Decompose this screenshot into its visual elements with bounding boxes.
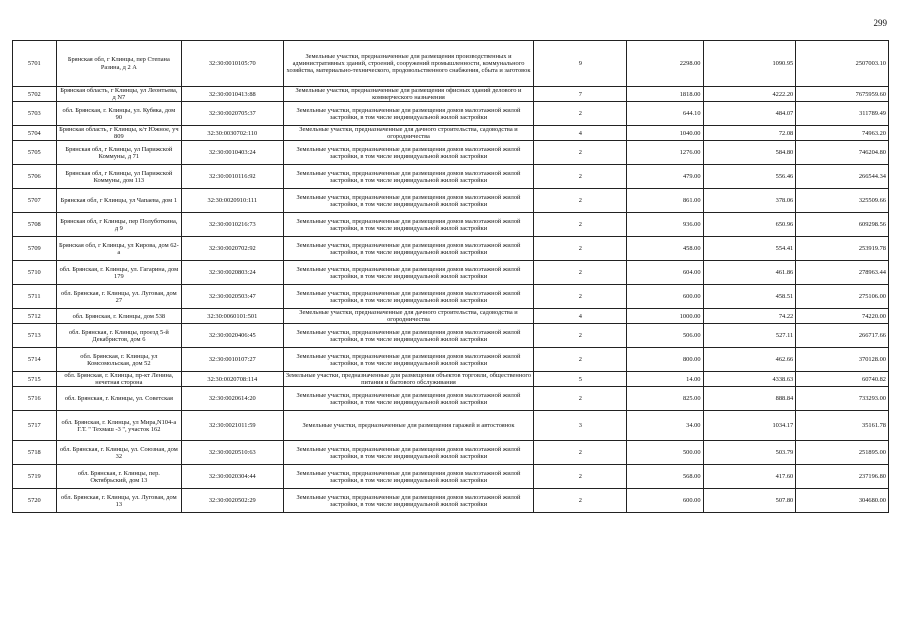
cadastral-value-cell: 278963.44: [796, 261, 889, 285]
specific-value-cell: 503.79: [703, 441, 796, 465]
area-cell: 568.00: [627, 465, 703, 489]
address-cell: обл. Брянская, г. Клинцы, пр-кт Ленина, нечетная сторона: [56, 372, 181, 387]
land-use-cell: Земельные участки, предназначенные для размещения офисных зданий делового и коммерческого назначения: [283, 87, 534, 102]
specific-value-cell: 417.60: [703, 465, 796, 489]
use-group-cell: 2: [534, 387, 627, 411]
address-cell: обл. Брянская, г. Клинцы, ул. Советская: [56, 387, 181, 411]
address-cell: обл. Брянская, г. Клинцы, ул. Луговая, дом 27: [56, 285, 181, 309]
table-row: [13, 324, 889, 348]
row-number-cell: 5703: [13, 102, 57, 126]
table-row: [13, 285, 889, 309]
area-cell: 479.00: [627, 165, 703, 189]
cadastral-number-cell: 32:30:0020614:20: [182, 387, 283, 411]
area-cell: 1000.00: [627, 309, 703, 324]
use-group-cell: 2: [534, 285, 627, 309]
specific-value-cell: 527.11: [703, 324, 796, 348]
address-cell: Брянская обл, г Клинцы, ул Парижской Коммуны, д 71: [56, 141, 181, 165]
cadastral-value-cell: 266717.66: [796, 324, 889, 348]
address-cell: Брянская обл, г Клинцы, ул Кирова, дом 62-а: [56, 237, 181, 261]
row-number-cell: 5706: [13, 165, 57, 189]
cadastral-value-cell: 74220.00: [796, 309, 889, 324]
row-number-cell: 5713: [13, 324, 57, 348]
address-cell: Брянская обл, г Клинцы, пер Полуботкина, д 9: [56, 213, 181, 237]
table-row: [13, 237, 889, 261]
table-row: [13, 141, 889, 165]
use-group-cell: 2: [534, 465, 627, 489]
table-row: [13, 189, 889, 213]
address-cell: Брянская область, г Клинцы, к/т Южное, уч 809: [56, 126, 181, 141]
cadastral-value-cell: 275106.00: [796, 285, 889, 309]
address-cell: Брянская обл, г Клинцы, ул Чапаева, дом 1: [56, 189, 181, 213]
land-use-cell: Земельные участки, предназначенные для размещения домов малоэтажной жилой застройки, в том числе индивидуальной жилой застройки: [283, 213, 534, 237]
table-row: [13, 441, 889, 465]
row-number-cell: 5714: [13, 348, 57, 372]
land-use-cell: Земельные участки, предназначенные для размещения домов малоэтажной жилой застройки, в том числе индивидуальной жилой застройки: [283, 189, 534, 213]
row-number-cell: 5711: [13, 285, 57, 309]
cadastral-number-cell: 32:30:0010107:27: [182, 348, 283, 372]
row-number-cell: 5719: [13, 465, 57, 489]
row-number-cell: 5701: [13, 41, 57, 87]
use-group-cell: 2: [534, 261, 627, 285]
cadastral-number-cell: 32:30:0020803:24: [182, 261, 283, 285]
area-cell: 1818.00: [627, 87, 703, 102]
use-group-cell: 2: [534, 348, 627, 372]
use-group-cell: 4: [534, 309, 627, 324]
table-row: [13, 465, 889, 489]
row-number-cell: 5718: [13, 441, 57, 465]
cadastral-number-cell: 32:30:0010216:73: [182, 213, 283, 237]
land-use-cell: Земельные участки, предназначенные для размещения домов малоэтажной жилой застройки, в том числе индивидуальной жилой застройки: [283, 348, 534, 372]
cadastral-number-cell: 32:30:0030702:110: [182, 126, 283, 141]
land-use-cell: Земельные участки, предназначенные для размещения домов малоэтажной жилой застройки, в том числе индивидуальной жилой застройки: [283, 141, 534, 165]
row-number-cell: 5708: [13, 213, 57, 237]
area-cell: 644.10: [627, 102, 703, 126]
cadastral-value-cell: 304680.00: [796, 489, 889, 513]
table-row: [13, 165, 889, 189]
table-row: [13, 372, 889, 387]
cadastral-number-cell: 32:30:0020503:47: [182, 285, 283, 309]
cadastral-number-cell: 32:30:0010116:92: [182, 165, 283, 189]
specific-value-cell: 461.86: [703, 261, 796, 285]
cadastral-value-cell: 746204.80: [796, 141, 889, 165]
use-group-cell: 2: [534, 141, 627, 165]
address-cell: обл. Брянская, г. Клинцы, ул. Гагарина, дом 179: [56, 261, 181, 285]
address-cell: обл. Брянская, г. Клинцы, ул. Союзная, дом 32: [56, 441, 181, 465]
land-use-cell: Земельные участки, предназначенные для размещения домов малоэтажной жилой застройки, в том числе индивидуальной жилой застройки: [283, 465, 534, 489]
row-number-cell: 5712: [13, 309, 57, 324]
specific-value-cell: 650.96: [703, 213, 796, 237]
table-row: [13, 126, 889, 141]
page-number: 299: [873, 18, 887, 28]
cadastral-value-cell: 370128.00: [796, 348, 889, 372]
cadastral-value-cell: 253919.78: [796, 237, 889, 261]
specific-value-cell: 458.51: [703, 285, 796, 309]
cadastral-value-cell: 60740.82: [796, 372, 889, 387]
land-use-cell: Земельные участки, предназначенные для размещения гаражей и автостоянок: [283, 411, 534, 441]
row-number-cell: 5702: [13, 87, 57, 102]
table-body: [13, 41, 889, 513]
use-group-cell: 2: [534, 237, 627, 261]
specific-value-cell: 1090.95: [703, 41, 796, 87]
cadastral-number-cell: 32:30:0021011:59: [182, 411, 283, 441]
table-row: [13, 261, 889, 285]
specific-value-cell: 584.80: [703, 141, 796, 165]
table-row: [13, 102, 889, 126]
area-cell: 458.00: [627, 237, 703, 261]
specific-value-cell: 507.80: [703, 489, 796, 513]
land-use-cell: Земельные участки, предназначенные для размещения домов малоэтажной жилой застройки, в том числе индивидуальной жилой застройки: [283, 441, 534, 465]
land-use-cell: Земельные участки, предназначенные для размещения домов малоэтажной жилой застройки, в том числе индивидуальной жилой застройки: [283, 261, 534, 285]
cadastral-number-cell: 32:30:0020304:44: [182, 465, 283, 489]
use-group-cell: 2: [534, 165, 627, 189]
area-cell: 604.00: [627, 261, 703, 285]
use-group-cell: 9: [534, 41, 627, 87]
row-number-cell: 5709: [13, 237, 57, 261]
use-group-cell: 2: [534, 102, 627, 126]
land-use-cell: Земельные участки, предназначенные для размещения домов малоэтажной жилой застройки, в том числе индивидуальной жилой застройки: [283, 324, 534, 348]
row-number-cell: 5720: [13, 489, 57, 513]
specific-value-cell: 888.84: [703, 387, 796, 411]
cadastral-number-cell: 32:30:0020708:114: [182, 372, 283, 387]
cadastral-number-cell: 32:30:0020502:29: [182, 489, 283, 513]
table-row: [13, 348, 889, 372]
table-row: [13, 309, 889, 324]
area-cell: 600.00: [627, 489, 703, 513]
address-cell: Брянская обл, г Клинцы, ул Парижской Коммуны, дом 113: [56, 165, 181, 189]
cadastral-value-cell: 609298.56: [796, 213, 889, 237]
land-use-cell: Земельные участки, предназначенные для размещения объектов торговли, общественного питания и бытового обслуживания: [283, 372, 534, 387]
land-use-cell: Земельные участки, предназначенные для дачного строительства, садоводства и огородничества: [283, 309, 534, 324]
row-number-cell: 5716: [13, 387, 57, 411]
area-cell: 14.00: [627, 372, 703, 387]
cadastral-number-cell: 32:30:0020510:63: [182, 441, 283, 465]
table-row: [13, 387, 889, 411]
row-number-cell: 5717: [13, 411, 57, 441]
land-use-cell: Земельные участки, предназначенные для размещения домов малоэтажной жилой застройки, в том числе индивидуальной жилой застройки: [283, 165, 534, 189]
cadastral-value-cell: 266544.34: [796, 165, 889, 189]
cadastral-value-cell: 2507003.10: [796, 41, 889, 87]
cadastral-value-cell: 251895.00: [796, 441, 889, 465]
land-use-cell: Земельные участки, предназначенные для размещения домов малоэтажной жилой застройки, в том числе индивидуальной жилой застройки: [283, 387, 534, 411]
table-row: [13, 411, 889, 441]
address-cell: обл. Брянская, г. Клинцы, ул Мира,N104-а Г.Т. " Техмаш -3 ", участок 162: [56, 411, 181, 441]
use-group-cell: 3: [534, 411, 627, 441]
land-use-cell: Земельные участки, предназначенные для размещения домов малоэтажной жилой застройки, в том числе индивидуальной жилой застройки: [283, 489, 534, 513]
use-group-cell: 5: [534, 372, 627, 387]
land-use-cell: Земельные участки, предназначенные для размещения домов малоэтажной жилой застройки, в том числе индивидуальной жилой застройки: [283, 237, 534, 261]
table-row: [13, 87, 889, 102]
cadastral-number-cell: 32:30:0060101:501: [182, 309, 283, 324]
area-cell: 600.00: [627, 285, 703, 309]
cadastral-number-cell: 32:30:0020910:111: [182, 189, 283, 213]
land-use-cell: Земельные участки, предназначенные для размещения производственных и административных зданий, строений, сооружений промышленности, коммунального хозяйства, материально-технического, продовольственного снабжения, сбыта и заготовок: [283, 41, 534, 87]
address-cell: обл. Брянская, г. Клинцы, ул. Кубяка, дом 90: [56, 102, 181, 126]
cadastral-number-cell: 32:30:0010403:24: [182, 141, 283, 165]
address-cell: обл. Брянская, г. Клинцы, ул. Луговая, дом 13: [56, 489, 181, 513]
specific-value-cell: 378.06: [703, 189, 796, 213]
cadastral-number-cell: 32:30:0010413:88: [182, 87, 283, 102]
area-cell: 936.00: [627, 213, 703, 237]
specific-value-cell: 74.22: [703, 309, 796, 324]
area-cell: 2298.00: [627, 41, 703, 87]
use-group-cell: 2: [534, 441, 627, 465]
use-group-cell: 2: [534, 189, 627, 213]
row-number-cell: 5705: [13, 141, 57, 165]
land-use-cell: Земельные участки, предназначенные для размещения домов малоэтажной жилой застройки, в том числе индивидуальной жилой застройки: [283, 102, 534, 126]
specific-value-cell: 4222.20: [703, 87, 796, 102]
land-use-cell: Земельные участки, предназначенные для дачного строительства, садоводства и огородничества: [283, 126, 534, 141]
cadastral-value-cell: 7675959.60: [796, 87, 889, 102]
table-row: [13, 489, 889, 513]
cadastral-value-table: [12, 40, 889, 513]
table-row: [13, 213, 889, 237]
specific-value-cell: 554.41: [703, 237, 796, 261]
row-number-cell: 5715: [13, 372, 57, 387]
use-group-cell: 2: [534, 213, 627, 237]
address-cell: обл. Брянская, г. Клинцы, проезд 5-й Декабристов, дом 6: [56, 324, 181, 348]
cadastral-number-cell: 32:30:0020702:92: [182, 237, 283, 261]
cadastral-number-cell: 32:30:0010105:70: [182, 41, 283, 87]
use-group-cell: 2: [534, 324, 627, 348]
cadastral-number-cell: 32:30:0020705:37: [182, 102, 283, 126]
use-group-cell: 7: [534, 87, 627, 102]
area-cell: 825.00: [627, 387, 703, 411]
specific-value-cell: 4338.63: [703, 372, 796, 387]
land-use-cell: Земельные участки, предназначенные для размещения домов малоэтажной жилой застройки, в том числе индивидуальной жилой застройки: [283, 285, 534, 309]
area-cell: 34.00: [627, 411, 703, 441]
cadastral-value-cell: 325509.66: [796, 189, 889, 213]
specific-value-cell: 556.46: [703, 165, 796, 189]
use-group-cell: 2: [534, 489, 627, 513]
area-cell: 800.00: [627, 348, 703, 372]
specific-value-cell: 484.07: [703, 102, 796, 126]
specific-value-cell: 72.08: [703, 126, 796, 141]
address-cell: обл. Брянская, г. Клинцы, ул Комсомольская, дом 52: [56, 348, 181, 372]
address-cell: обл. Брянская, г. Клинцы, пер. Октябрьский, дом 13: [56, 465, 181, 489]
table-row: [13, 41, 889, 87]
cadastral-value-cell: 733293.00: [796, 387, 889, 411]
row-number-cell: 5707: [13, 189, 57, 213]
area-cell: 1040.00: [627, 126, 703, 141]
area-cell: 1276.00: [627, 141, 703, 165]
address-cell: обл. Брянская, г. Клинцы, дом 538: [56, 309, 181, 324]
address-cell: Брянская область, г Клинцы, ул Леонтьева, д N7: [56, 87, 181, 102]
cadastral-value-cell: 311789.49: [796, 102, 889, 126]
specific-value-cell: 462.66: [703, 348, 796, 372]
cadastral-value-cell: 74963.20: [796, 126, 889, 141]
specific-value-cell: 1034.17: [703, 411, 796, 441]
row-number-cell: 5704: [13, 126, 57, 141]
cadastral-number-cell: 32:30:0020406:45: [182, 324, 283, 348]
use-group-cell: 4: [534, 126, 627, 141]
cadastral-value-cell: 237196.80: [796, 465, 889, 489]
area-cell: 506.00: [627, 324, 703, 348]
address-cell: Брянская обл, г Клинцы, пер Степана Разина, д 2 А: [56, 41, 181, 87]
area-cell: 861.00: [627, 189, 703, 213]
row-number-cell: 5710: [13, 261, 57, 285]
area-cell: 500.00: [627, 441, 703, 465]
cadastral-value-cell: 35161.78: [796, 411, 889, 441]
